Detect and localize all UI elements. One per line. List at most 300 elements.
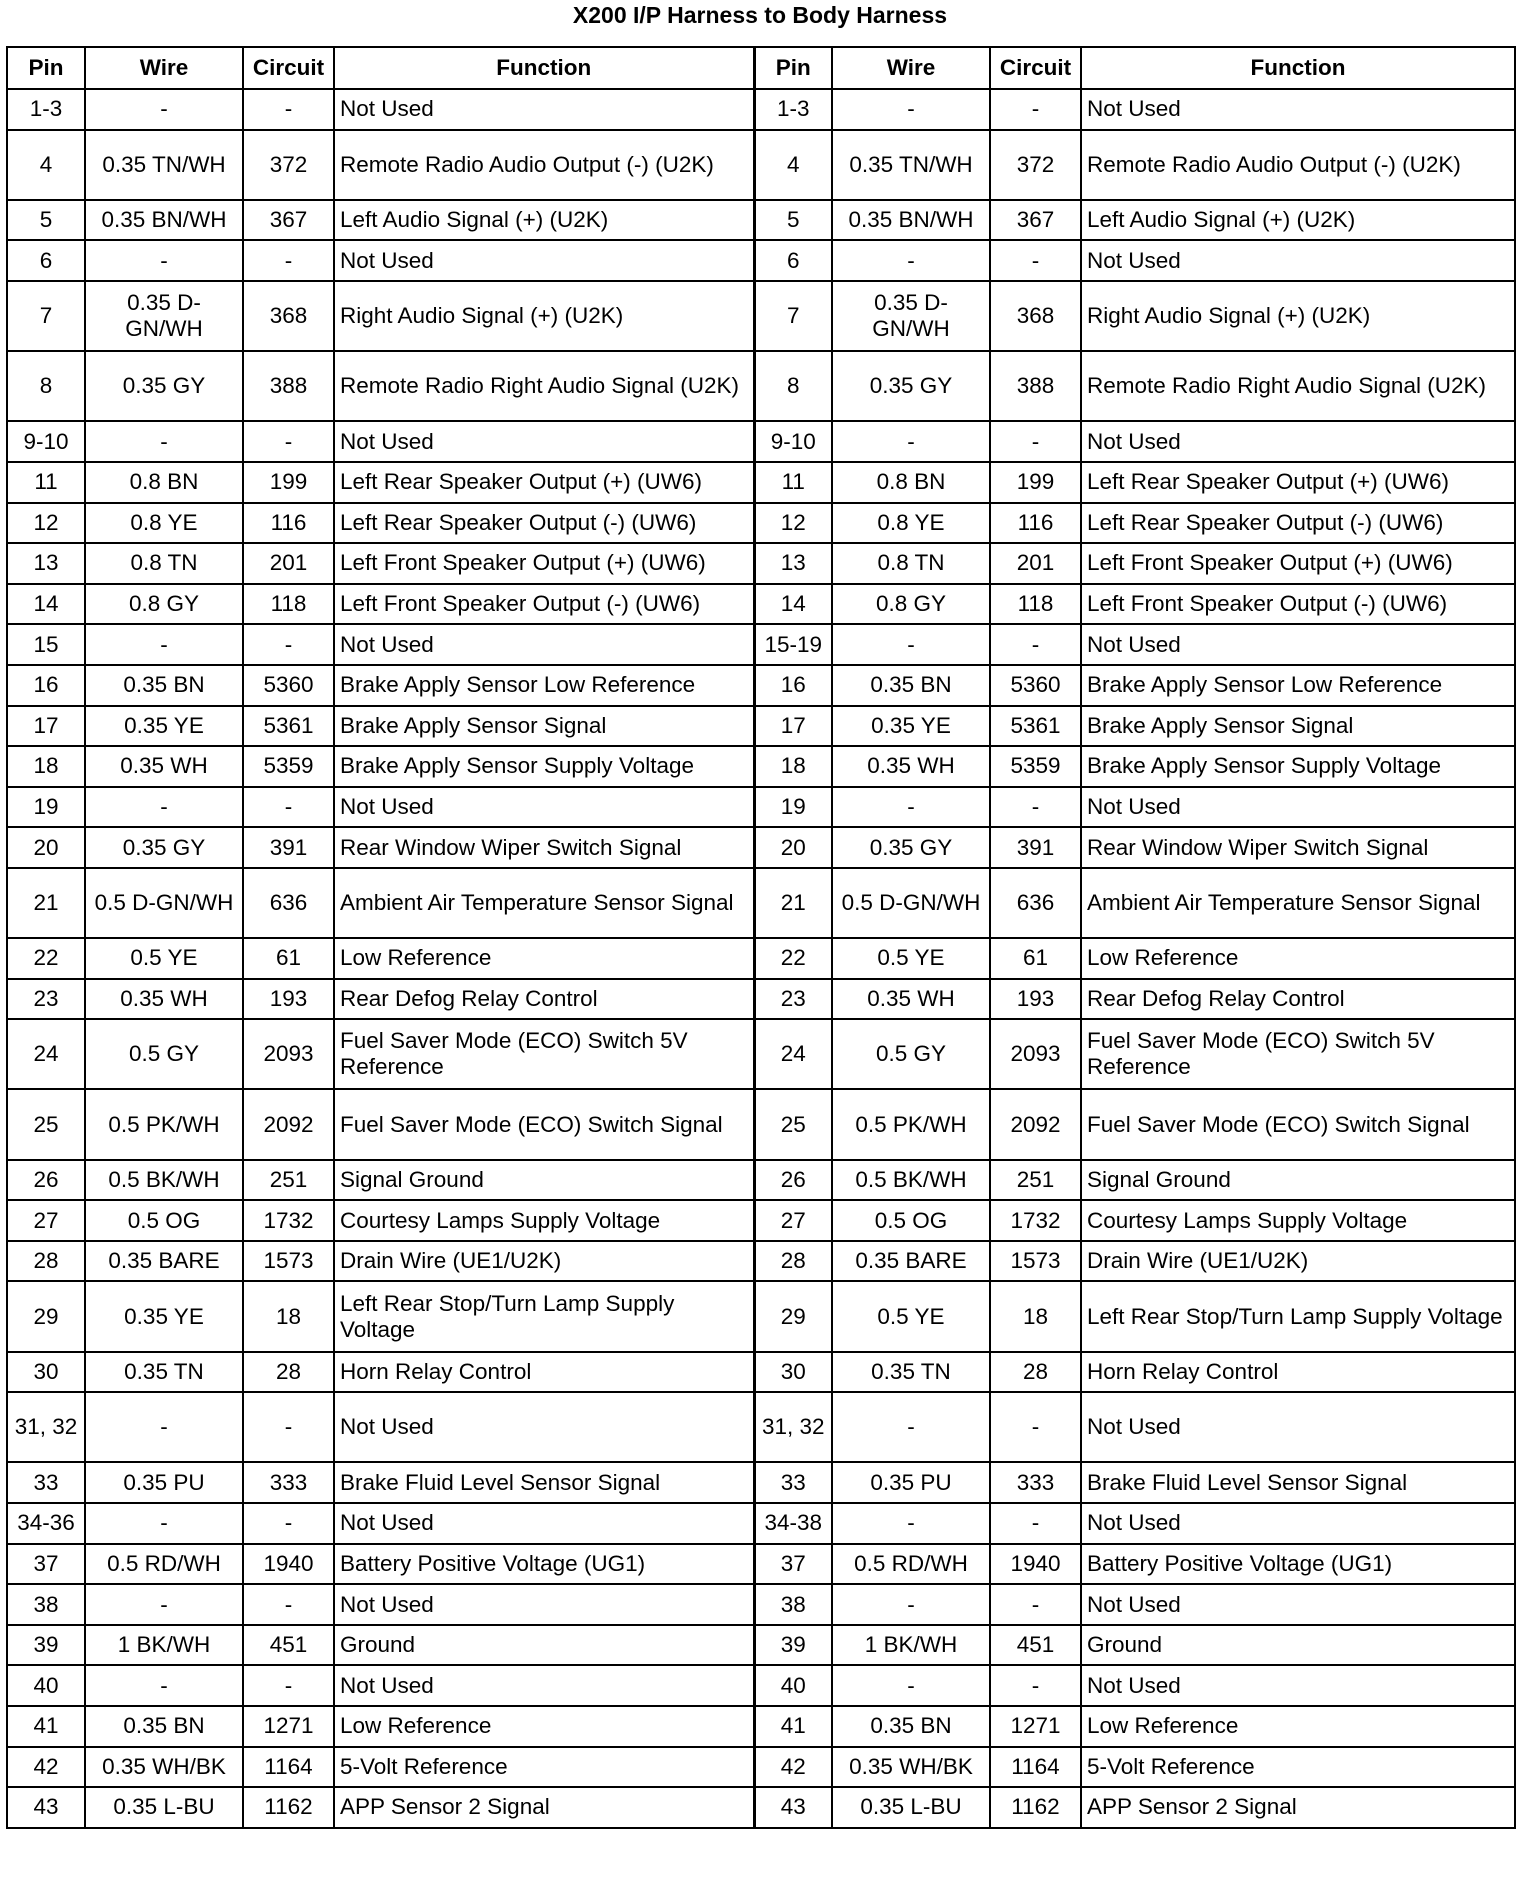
left-function-cell: Signal Ground <box>334 1160 754 1201</box>
table-row <box>7 584 1515 625</box>
right-pin-cell: 31, 32 <box>754 1392 832 1462</box>
left-function-cell: Courtesy Lamps Supply Voltage <box>334 1200 754 1241</box>
left-pin-cell: 14 <box>7 584 85 625</box>
right-function-cell: Ambient Air Temperature Sensor Signal <box>1081 868 1515 938</box>
right-circuit-cell: 372 <box>990 130 1081 200</box>
right-function-cell: Left Rear Speaker Output (-) (UW6) <box>1081 503 1515 544</box>
right-function-cell: Signal Ground <box>1081 1160 1515 1201</box>
right-wire-cell: 0.5 YE <box>832 1281 990 1351</box>
right-circuit-cell: - <box>990 240 1081 281</box>
right-wire-cell: - <box>832 240 990 281</box>
table-row <box>7 665 1515 706</box>
right-function-cell: Left Front Speaker Output (+) (UW6) <box>1081 543 1515 584</box>
right-pin-cell: 34-38 <box>754 1503 832 1544</box>
left-pin-cell: 34-36 <box>7 1503 85 1544</box>
left-pin-cell: 25 <box>7 1089 85 1159</box>
right-circuit-cell: 636 <box>990 868 1081 938</box>
right-wire-cell: - <box>832 1392 990 1462</box>
left-circuit-cell: 1940 <box>243 1544 334 1585</box>
right-pin-cell: 21 <box>754 868 832 938</box>
left-wire-cell: - <box>85 1503 243 1544</box>
left-circuit-cell: - <box>243 421 334 462</box>
right-wire-cell: 0.8 BN <box>832 462 990 503</box>
right-circuit-cell: 1162 <box>990 1787 1081 1828</box>
left-pin-cell: 33 <box>7 1462 85 1503</box>
left-circuit-cell: 2092 <box>243 1089 334 1159</box>
right-circuit-cell: - <box>990 89 1081 130</box>
right-function-cell: 5-Volt Reference <box>1081 1747 1515 1788</box>
table-row <box>7 706 1515 747</box>
left-pin-cell: 13 <box>7 543 85 584</box>
right-wire-cell: 0.8 GY <box>832 584 990 625</box>
right-pin-cell: 9-10 <box>754 421 832 462</box>
left-pin-cell: 39 <box>7 1625 85 1666</box>
right-pin-cell: 41 <box>754 1706 832 1747</box>
left-function-cell: Left Rear Speaker Output (+) (UW6) <box>334 462 754 503</box>
left-pin-cell: 1-3 <box>7 89 85 130</box>
left-wire-cell: 0.35 PU <box>85 1462 243 1503</box>
right-circuit-cell: 368 <box>990 281 1081 351</box>
table-row <box>7 1200 1515 1241</box>
right-wire-cell: - <box>832 1503 990 1544</box>
left-wire-cell: - <box>85 1392 243 1462</box>
table-row <box>7 827 1515 868</box>
right-wire-cell: 0.35 TN <box>832 1352 990 1393</box>
left-wire-cell: - <box>85 421 243 462</box>
left-wire-cell: 0.5 YE <box>85 938 243 979</box>
left-wire-cell: 0.35 YE <box>85 706 243 747</box>
table-row <box>7 1160 1515 1201</box>
left-wire-cell: 0.35 BARE <box>85 1241 243 1282</box>
left-circuit-cell: 5360 <box>243 665 334 706</box>
right-pin-cell: 43 <box>754 1787 832 1828</box>
header-circuit: Circuit <box>243 47 334 89</box>
table-row <box>7 938 1515 979</box>
right-pin-cell: 40 <box>754 1665 832 1706</box>
left-circuit-cell: - <box>243 787 334 828</box>
left-pin-cell: 21 <box>7 868 85 938</box>
right-function-cell: Not Used <box>1081 1665 1515 1706</box>
table-row <box>7 1281 1515 1351</box>
left-function-cell: Rear Defog Relay Control <box>334 979 754 1020</box>
left-circuit-cell: 5359 <box>243 746 334 787</box>
right-circuit-cell: 1164 <box>990 1747 1081 1788</box>
right-wire-cell: - <box>832 1665 990 1706</box>
header-row <box>7 47 1515 89</box>
right-wire-cell: 0.35 GY <box>832 351 990 421</box>
right-function-cell: Ground <box>1081 1625 1515 1666</box>
right-circuit-cell: 193 <box>990 979 1081 1020</box>
right-function-cell: Fuel Saver Mode (ECO) Switch 5V Reference <box>1081 1019 1515 1089</box>
right-wire-cell: - <box>832 89 990 130</box>
right-wire-cell: 0.35 L-BU <box>832 1787 990 1828</box>
right-function-cell: Horn Relay Control <box>1081 1352 1515 1393</box>
left-circuit-cell: - <box>243 624 334 665</box>
document-title: X200 I/P Harness to Body Harness <box>572 2 948 28</box>
left-circuit-cell: - <box>243 240 334 281</box>
right-function-cell: Fuel Saver Mode (ECO) Switch Signal <box>1081 1089 1515 1159</box>
right-function-cell: Left Rear Stop/Turn Lamp Supply Voltage <box>1081 1281 1515 1351</box>
right-circuit-cell: 18 <box>990 1281 1081 1351</box>
left-wire-cell: 0.35 BN/WH <box>85 200 243 241</box>
header-wire: Wire <box>85 47 243 89</box>
right-pin-cell: 14 <box>754 584 832 625</box>
right-wire-cell: 0.35 WH <box>832 979 990 1020</box>
right-circuit-cell: 28 <box>990 1352 1081 1393</box>
table-row <box>7 1665 1515 1706</box>
right-circuit-cell: - <box>990 1665 1081 1706</box>
right-wire-cell: 0.5 YE <box>832 938 990 979</box>
left-circuit-cell: 201 <box>243 543 334 584</box>
right-function-cell: Brake Fluid Level Sensor Signal <box>1081 1462 1515 1503</box>
left-wire-cell: 0.5 BK/WH <box>85 1160 243 1201</box>
right-pin-cell: 37 <box>754 1544 832 1585</box>
right-pin-cell: 8 <box>754 351 832 421</box>
right-function-cell: Not Used <box>1081 1392 1515 1462</box>
left-wire-cell: 0.35 TN <box>85 1352 243 1393</box>
right-circuit-cell: - <box>990 624 1081 665</box>
right-pin-cell: 26 <box>754 1160 832 1201</box>
table-row <box>7 1625 1515 1666</box>
right-circuit-cell: 367 <box>990 200 1081 241</box>
right-function-cell: Brake Apply Sensor Supply Voltage <box>1081 746 1515 787</box>
left-wire-cell: 0.35 TN/WH <box>85 130 243 200</box>
right-pin-cell: 27 <box>754 1200 832 1241</box>
left-function-cell: Rear Window Wiper Switch Signal <box>334 827 754 868</box>
right-pin-cell: 1-3 <box>754 89 832 130</box>
left-wire-cell: 0.5 GY <box>85 1019 243 1089</box>
right-circuit-cell: 5360 <box>990 665 1081 706</box>
left-function-cell: Not Used <box>334 240 754 281</box>
left-pin-cell: 26 <box>7 1160 85 1201</box>
left-pin-cell: 40 <box>7 1665 85 1706</box>
right-wire-cell: 0.35 WH/BK <box>832 1747 990 1788</box>
left-pin-cell: 27 <box>7 1200 85 1241</box>
table-row <box>7 200 1515 241</box>
right-circuit-cell: 61 <box>990 938 1081 979</box>
left-wire-cell: 0.35 GY <box>85 827 243 868</box>
right-pin-cell: 39 <box>754 1625 832 1666</box>
right-pin-cell: 6 <box>754 240 832 281</box>
left-wire-cell: 0.35 GY <box>85 351 243 421</box>
right-function-cell: Brake Apply Sensor Low Reference <box>1081 665 1515 706</box>
left-function-cell: APP Sensor 2 Signal <box>334 1787 754 1828</box>
left-circuit-cell: 388 <box>243 351 334 421</box>
right-wire-cell: 0.35 WH <box>832 746 990 787</box>
right-wire-cell: 0.35 BN <box>832 665 990 706</box>
right-circuit-cell: 333 <box>990 1462 1081 1503</box>
left-wire-cell: 0.8 YE <box>85 503 243 544</box>
left-wire-cell: 0.5 D-GN/WH <box>85 868 243 938</box>
right-function-cell: Low Reference <box>1081 938 1515 979</box>
table-row <box>7 130 1515 200</box>
left-function-cell: Left Front Speaker Output (-) (UW6) <box>334 584 754 625</box>
right-circuit-cell: 5361 <box>990 706 1081 747</box>
right-circuit-cell: - <box>990 1584 1081 1625</box>
right-pin-cell: 38 <box>754 1584 832 1625</box>
left-pin-cell: 29 <box>7 1281 85 1351</box>
right-pin-cell: 25 <box>754 1089 832 1159</box>
left-pin-cell: 38 <box>7 1584 85 1625</box>
right-wire-cell: 0.35 PU <box>832 1462 990 1503</box>
table-row <box>7 746 1515 787</box>
right-wire-cell: 0.5 GY <box>832 1019 990 1089</box>
right-circuit-cell: 199 <box>990 462 1081 503</box>
table-row <box>7 1241 1515 1282</box>
table-row <box>7 1503 1515 1544</box>
left-function-cell: Remote Radio Audio Output (-) (U2K) <box>334 130 754 200</box>
right-pin-cell: 24 <box>754 1019 832 1089</box>
left-pin-cell: 12 <box>7 503 85 544</box>
left-pin-cell: 4 <box>7 130 85 200</box>
left-pin-cell: 41 <box>7 1706 85 1747</box>
left-circuit-cell: 1271 <box>243 1706 334 1747</box>
left-wire-cell: 0.35 YE <box>85 1281 243 1351</box>
left-circuit-cell: - <box>243 89 334 130</box>
right-function-cell: Brake Apply Sensor Signal <box>1081 706 1515 747</box>
table-row <box>7 89 1515 130</box>
left-function-cell: Low Reference <box>334 1706 754 1747</box>
right-circuit-cell: - <box>990 421 1081 462</box>
left-function-cell: Horn Relay Control <box>334 1352 754 1393</box>
left-circuit-cell: 61 <box>243 938 334 979</box>
table-row <box>7 1019 1515 1089</box>
table-row <box>7 1089 1515 1159</box>
right-pin-cell: 29 <box>754 1281 832 1351</box>
left-pin-cell: 37 <box>7 1544 85 1585</box>
right-circuit-cell: 251 <box>990 1160 1081 1201</box>
left-pin-cell: 23 <box>7 979 85 1020</box>
left-function-cell: Drain Wire (UE1/U2K) <box>334 1241 754 1282</box>
right-wire-cell: 0.5 PK/WH <box>832 1089 990 1159</box>
right-circuit-cell: - <box>990 787 1081 828</box>
right-wire-cell: - <box>832 1584 990 1625</box>
left-pin-cell: 22 <box>7 938 85 979</box>
left-wire-cell: 0.5 PK/WH <box>85 1089 243 1159</box>
table-row <box>7 1787 1515 1828</box>
right-circuit-cell: 2092 <box>990 1089 1081 1159</box>
right-function-cell: APP Sensor 2 Signal <box>1081 1787 1515 1828</box>
left-pin-cell: 42 <box>7 1747 85 1788</box>
right-wire-cell: 0.8 YE <box>832 503 990 544</box>
right-circuit-cell: 5359 <box>990 746 1081 787</box>
table-row <box>7 543 1515 584</box>
table-row <box>7 421 1515 462</box>
right-pin-cell: 4 <box>754 130 832 200</box>
left-circuit-cell: 368 <box>243 281 334 351</box>
table-row <box>7 462 1515 503</box>
right-pin-cell: 7 <box>754 281 832 351</box>
right-function-cell: Left Front Speaker Output (-) (UW6) <box>1081 584 1515 625</box>
header-pin: Pin <box>7 47 85 89</box>
right-circuit-cell: 1732 <box>990 1200 1081 1241</box>
right-circuit-cell: 388 <box>990 351 1081 421</box>
left-function-cell: Not Used <box>334 624 754 665</box>
left-circuit-cell: - <box>243 1584 334 1625</box>
left-function-cell: Left Front Speaker Output (+) (UW6) <box>334 543 754 584</box>
right-wire-cell: 0.35 BN <box>832 1706 990 1747</box>
left-function-cell: Brake Apply Sensor Supply Voltage <box>334 746 754 787</box>
table-row <box>7 1462 1515 1503</box>
right-function-cell: Low Reference <box>1081 1706 1515 1747</box>
left-function-cell: Remote Radio Right Audio Signal (U2K) <box>334 351 754 421</box>
left-circuit-cell: 367 <box>243 200 334 241</box>
right-function-cell: Rear Defog Relay Control <box>1081 979 1515 1020</box>
left-circuit-cell: 333 <box>243 1462 334 1503</box>
right-pin-cell: 42 <box>754 1747 832 1788</box>
left-function-cell: Not Used <box>334 1665 754 1706</box>
table-row <box>7 351 1515 421</box>
left-pin-cell: 43 <box>7 1787 85 1828</box>
left-wire-cell: 0.35 BN <box>85 665 243 706</box>
table-row <box>7 240 1515 281</box>
right-pin-cell: 22 <box>754 938 832 979</box>
left-function-cell: Brake Apply Sensor Signal <box>334 706 754 747</box>
left-circuit-cell: 199 <box>243 462 334 503</box>
right-wire-cell: - <box>832 787 990 828</box>
right-wire-cell: 0.5 RD/WH <box>832 1544 990 1585</box>
right-pin-cell: 12 <box>754 503 832 544</box>
right-circuit-cell: 118 <box>990 584 1081 625</box>
right-circuit-cell: 451 <box>990 1625 1081 1666</box>
right-wire-cell: - <box>832 421 990 462</box>
left-circuit-cell: 451 <box>243 1625 334 1666</box>
left-pin-cell: 9-10 <box>7 421 85 462</box>
right-circuit-cell: 1940 <box>990 1544 1081 1585</box>
left-function-cell: Ambient Air Temperature Sensor Signal <box>334 868 754 938</box>
left-circuit-cell: - <box>243 1665 334 1706</box>
right-pin-cell: 15-19 <box>754 624 832 665</box>
right-pin-cell: 30 <box>754 1352 832 1393</box>
right-function-cell: Left Audio Signal (+) (U2K) <box>1081 200 1515 241</box>
left-pin-cell: 19 <box>7 787 85 828</box>
left-function-cell: Left Audio Signal (+) (U2K) <box>334 200 754 241</box>
left-circuit-cell: 1162 <box>243 1787 334 1828</box>
left-function-cell: Not Used <box>334 787 754 828</box>
left-circuit-cell: 1164 <box>243 1747 334 1788</box>
table-row <box>7 787 1515 828</box>
left-circuit-cell: 1573 <box>243 1241 334 1282</box>
left-wire-cell: - <box>85 1665 243 1706</box>
left-circuit-cell: 193 <box>243 979 334 1020</box>
right-function-cell: Not Used <box>1081 421 1515 462</box>
left-pin-cell: 6 <box>7 240 85 281</box>
left-function-cell: Not Used <box>334 1584 754 1625</box>
left-function-cell: Fuel Saver Mode (ECO) Switch 5V Reference <box>334 1019 754 1089</box>
left-pin-cell: 8 <box>7 351 85 421</box>
left-pin-cell: 20 <box>7 827 85 868</box>
left-circuit-cell: 1732 <box>243 1200 334 1241</box>
right-circuit-cell: 2093 <box>990 1019 1081 1089</box>
right-pin-cell: 13 <box>754 543 832 584</box>
left-wire-cell: 0.8 TN <box>85 543 243 584</box>
right-wire-cell: 0.35 BN/WH <box>832 200 990 241</box>
left-wire-cell: 0.35 WH <box>85 979 243 1020</box>
left-circuit-cell: - <box>243 1392 334 1462</box>
left-circuit-cell: 251 <box>243 1160 334 1201</box>
table-row <box>7 868 1515 938</box>
left-function-cell: Battery Positive Voltage (UG1) <box>334 1544 754 1585</box>
right-pin-cell: 20 <box>754 827 832 868</box>
left-pin-cell: 18 <box>7 746 85 787</box>
left-pin-cell: 24 <box>7 1019 85 1089</box>
left-circuit-cell: 118 <box>243 584 334 625</box>
right-circuit-cell: 391 <box>990 827 1081 868</box>
right-function-cell: Remote Radio Right Audio Signal (U2K) <box>1081 351 1515 421</box>
right-pin-cell: 16 <box>754 665 832 706</box>
right-function-cell: Left Rear Speaker Output (+) (UW6) <box>1081 462 1515 503</box>
left-pin-cell: 15 <box>7 624 85 665</box>
left-pin-cell: 31, 32 <box>7 1392 85 1462</box>
right-function-cell: Battery Positive Voltage (UG1) <box>1081 1544 1515 1585</box>
left-wire-cell: 0.35 D-GN/WH <box>85 281 243 351</box>
left-function-cell: Left Rear Speaker Output (-) (UW6) <box>334 503 754 544</box>
left-circuit-cell: 5361 <box>243 706 334 747</box>
right-function-cell: Drain Wire (UE1/U2K) <box>1081 1241 1515 1282</box>
left-function-cell: 5-Volt Reference <box>334 1747 754 1788</box>
left-wire-cell: 1 BK/WH <box>85 1625 243 1666</box>
table-row <box>7 624 1515 665</box>
left-pin-cell: 11 <box>7 462 85 503</box>
right-wire-cell: 0.5 D-GN/WH <box>832 868 990 938</box>
right-function-cell: Not Used <box>1081 787 1515 828</box>
left-wire-cell: 0.8 BN <box>85 462 243 503</box>
right-wire-cell: 0.5 BK/WH <box>832 1160 990 1201</box>
right-function-cell: Remote Radio Audio Output (-) (U2K) <box>1081 130 1515 200</box>
right-function-cell: Right Audio Signal (+) (U2K) <box>1081 281 1515 351</box>
left-circuit-cell: 372 <box>243 130 334 200</box>
right-function-cell: Rear Window Wiper Switch Signal <box>1081 827 1515 868</box>
right-circuit-cell: 201 <box>990 543 1081 584</box>
table-row <box>7 1392 1515 1462</box>
right-circuit-cell: - <box>990 1392 1081 1462</box>
left-wire-cell: 0.8 GY <box>85 584 243 625</box>
left-circuit-cell: 636 <box>243 868 334 938</box>
right-circuit-cell: - <box>990 1503 1081 1544</box>
right-wire-cell: 0.35 GY <box>832 827 990 868</box>
left-function-cell: Brake Fluid Level Sensor Signal <box>334 1462 754 1503</box>
left-function-cell: Low Reference <box>334 938 754 979</box>
table-row <box>7 1352 1515 1393</box>
right-function-cell: Courtesy Lamps Supply Voltage <box>1081 1200 1515 1241</box>
left-pin-cell: 16 <box>7 665 85 706</box>
right-wire-cell: - <box>832 624 990 665</box>
right-pin-cell: 33 <box>754 1462 832 1503</box>
right-pin-cell: 23 <box>754 979 832 1020</box>
table-row <box>7 503 1515 544</box>
table-row <box>7 1544 1515 1585</box>
right-wire-cell: 0.8 TN <box>832 543 990 584</box>
left-wire-cell: 0.35 BN <box>85 1706 243 1747</box>
right-wire-cell: 0.35 YE <box>832 706 990 747</box>
right-pin-cell: 19 <box>754 787 832 828</box>
header-pin: Pin <box>754 47 832 89</box>
right-function-cell: Not Used <box>1081 240 1515 281</box>
right-pin-cell: 11 <box>754 462 832 503</box>
left-function-cell: Left Rear Stop/Turn Lamp Supply Voltage <box>334 1281 754 1351</box>
left-circuit-cell: - <box>243 1503 334 1544</box>
left-pin-cell: 28 <box>7 1241 85 1282</box>
left-circuit-cell: 116 <box>243 503 334 544</box>
left-function-cell: Right Audio Signal (+) (U2K) <box>334 281 754 351</box>
left-wire-cell: - <box>85 787 243 828</box>
table-row <box>7 979 1515 1020</box>
right-function-cell: Not Used <box>1081 1584 1515 1625</box>
left-pin-cell: 5 <box>7 200 85 241</box>
right-pin-cell: 18 <box>754 746 832 787</box>
left-pin-cell: 30 <box>7 1352 85 1393</box>
right-wire-cell: 0.35 D-GN/WH <box>832 281 990 351</box>
